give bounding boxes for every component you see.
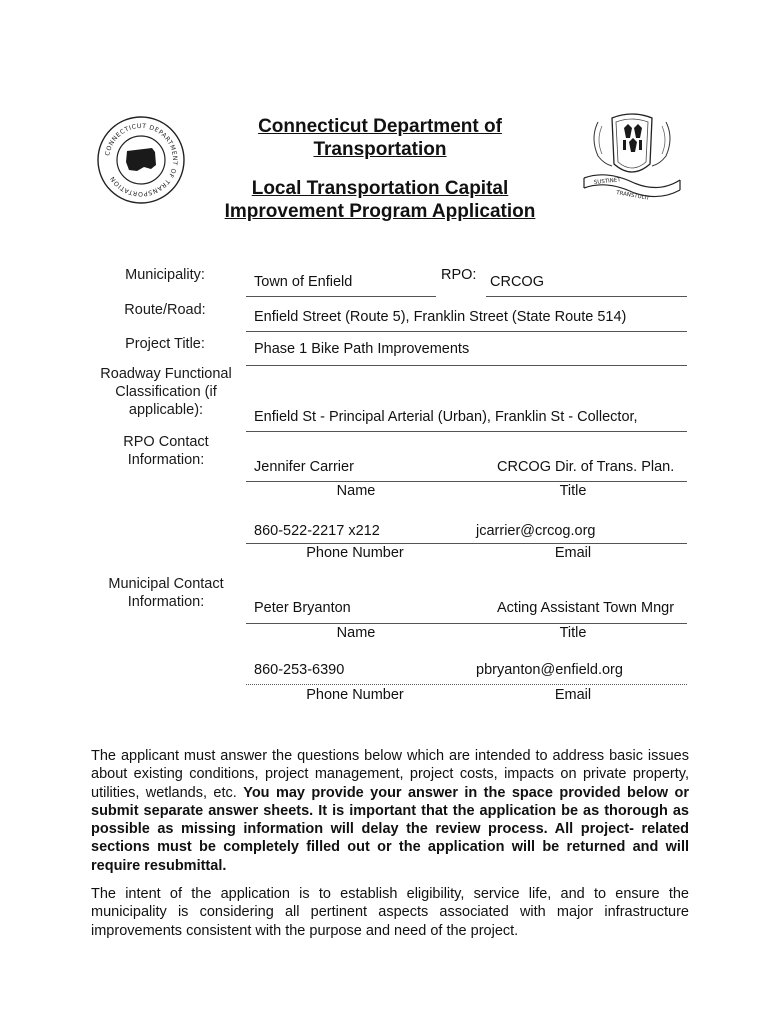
rpo-email-caption: Email <box>554 545 592 561</box>
functional-classification-value: Enfield St - Principal Arterial (Urban), Franklin St - Collector, <box>254 409 638 425</box>
page-subtitle-line1: Local Transportation Capital <box>251 178 509 199</box>
rpo-title-caption: Title <box>559 483 587 499</box>
rpo-contact-title: CRCOG Dir. of Trans. Plan. <box>497 459 675 475</box>
instructions-paragraph-2: The intent of the application is to establish eligibility, service life, and to ensure the municipality is considering all pertinent aspects associated with major infrastructure improvements consistent with the purpose and need of the project. <box>91 886 689 939</box>
instructions-paragraph-1: The applicant must answer the questions below which are intended to address basic issues about existing conditions, project management, project costs, impacts on private property, utilities, wetlands, etc. You may provide your answer in the space provided below or submit separate answer sheets. It is important that the application be as thorough as possible as missing information will delay the review process. All project- related sections must be completely filled out or the application will be returned and will require resubmittal. <box>91 748 689 874</box>
rpo-contact-phone: 860-522-2217 x212 <box>254 523 380 539</box>
functional-classification-underline <box>246 431 687 432</box>
municipal-name-caption: Name <box>336 625 376 641</box>
page-subtitle-line2: Improvement Program Application <box>224 201 536 222</box>
route-road-label: Route/Road: <box>124 302 206 318</box>
project-title-label: Project Title: <box>125 336 205 352</box>
municipal-phone-caption: Phone Number <box>306 687 404 703</box>
page-title-line2: Transportation <box>313 139 447 160</box>
municipality-label: Municipality: <box>125 267 205 283</box>
functional-classification-label: Roadway Functional Classification (if applicable): <box>100 366 232 418</box>
instructions-emphasis: You may provide your answer in the space provided below or submit separate answer sheets. It is important that the application be as thorough as possible as missing information will delay the review process. All project- related sections must be completely filled out or the application will be returned and will require resubmittal. <box>91 784 689 874</box>
seal-ring-text: CONNECTICUT DEPARTMENT OF TRANSPORTATION <box>104 122 179 198</box>
rpo-underline <box>486 296 687 297</box>
rpo-label: RPO: <box>441 267 477 283</box>
state-seal-logo <box>576 108 688 202</box>
rpo-contact-label: RPO Contact Information: <box>123 434 209 468</box>
municipal-contact-title: Acting Assistant Town Mngr <box>497 600 675 616</box>
route-road-value: Enfield Street (Route 5), Franklin Street (State Route 514) <box>254 309 627 325</box>
project-title-underline <box>246 365 687 366</box>
route-road-underline <box>246 331 687 332</box>
page-title-line1: Connecticut Department of <box>258 116 502 137</box>
municipal-email-caption: Email <box>554 687 592 703</box>
municipality-underline <box>246 296 436 297</box>
municipal-contact-phone: 860-253-6390 <box>254 662 345 678</box>
municipality-value: Town of Enfield <box>254 274 353 290</box>
municipal-contact-email: pbryanton@enfield.org <box>476 662 623 678</box>
rpo-value: CRCOG <box>490 274 544 290</box>
rpo-name-caption: Name <box>336 483 376 499</box>
municipal-title-caption: Title <box>559 625 587 641</box>
rpo-contact-email: jcarrier@crcog.org <box>476 523 596 539</box>
municipal-contact-label: Municipal Contact Information: <box>108 576 224 610</box>
rpo-contact-name: Jennifer Carrier <box>254 459 354 475</box>
svg-text:SUSTINET: SUSTINET <box>593 177 622 186</box>
svg-text:TRANSTULIT: TRANSTULIT <box>615 190 650 202</box>
municipal-contact-name: Peter Bryanton <box>254 600 351 616</box>
project-title-value: Phase 1 Bike Path Improvements <box>254 341 470 357</box>
rpo-phone-caption: Phone Number <box>306 545 404 561</box>
municipal-contact-phone-underline <box>246 684 687 685</box>
